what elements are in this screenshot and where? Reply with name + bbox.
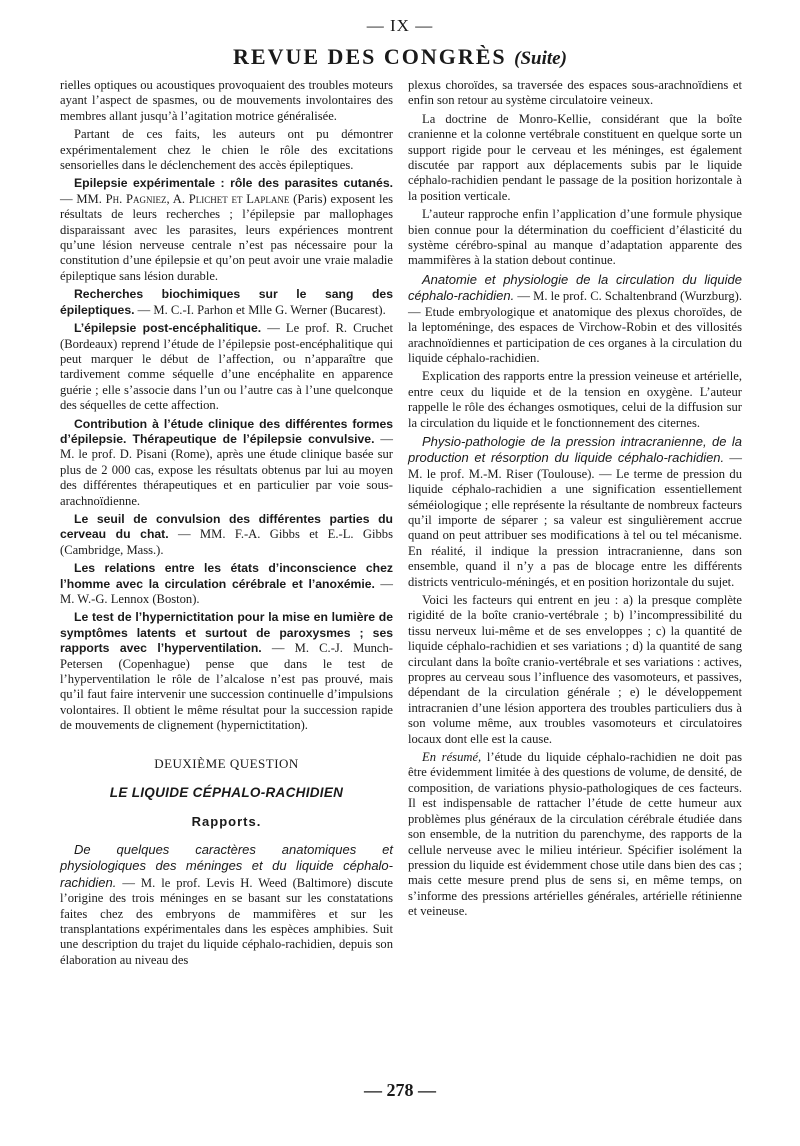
article-heading: Les relations entre les états d’inconscience chez l’homme avec la circulation cérébrale et l’anoxémie. [60, 561, 393, 591]
article-heading: Le seuil de convulsion des différentes parties du cerveau du chat. [60, 511, 393, 542]
article-body: (Paris) exposent les résultats de leurs recherches ; l’épilepsie par mallophages disparaissant avec les parasites, leurs expériences montrent qu’une lésion nerveuse centrale n’est pas nécessaire pour la constitution d’une épilepsie et qu’on peut avoir une vraie maladie épileptique sans lésion durable. [60, 191, 393, 283]
article-entry [60, 512, 393, 558]
paragraph: Partant de ces faits, les auteurs ont pu démontrer expérimentalement chez le chien le rôle des excitations sensorielles dans le déclenchement des accès épileptiques. [60, 127, 393, 173]
paragraph-body: l’étude du liquide céphalo-rachidien ne doit pas être évidemment limitée à des questions de volume, de densité, de composition, de variations physio-pathologiques de ces facteurs. Il est indispensable de rattacher l’étude de cette humeur aux problèmes plus généraux de la circulation cérébrale étudiée dans son ensemble, de la nutrition du parenchyme, des rapports de la cellule nerveuse avec le milieu intérieur. Spécifier isolément la pression du liquide est évidemment chose utile dans bien des cas ; mais cette mesure prend plus de sens si, en même temps, on s’informe des pressions artérielles générales, artérielle rétinienne et veineuse. [408, 750, 742, 919]
article-heading: De quelques caractères anatomiques et physiologiques des méninges et du liquide céphalo-rachidien. [60, 841, 393, 890]
article-entry [408, 272, 742, 366]
article-body: — M. C.-I. Parhon et Mlle G. Werner (Bucarest). [137, 302, 386, 317]
page-title [0, 44, 800, 70]
article-body: — M. C.-J. Munch-Petersen (Copenhague) pense que dans le test de l’hyperventilation le rôle de l’alcalose n’est pas prouvé, mais qu’il faut faire intervenir une succession continuelle d’impulsions volontaires. Il obtient le même résultat pour la succession rapide de mouvements de clignement (hypernictitation). [60, 641, 393, 733]
article-body: — Le prof. R. Cruchet (Bordeaux) reprend l’étude de l’épilepsie post-encéphalitique qui peut marquer le début de l’affection, ou n’apparaître que tardivement comme séquelle d’une encéphalite en apparence guérie ; elle s’associe dans l’un ou l’autre cas à l’une quelconque des séquelles de cette affection. [60, 321, 393, 413]
article-heading: Epilepsie expérimentale : rôle des parasites cutanés. [74, 176, 393, 191]
title-suite: (Suite) [514, 48, 567, 69]
article-heading: Recherches biochimiques sur le sang des épileptiques. [60, 287, 393, 317]
roman-page-number: — IX — [366, 16, 434, 35]
lead-phrase: En résumé, [422, 750, 482, 765]
title-main: REVUE DES CONGRÈS [233, 44, 507, 69]
article-body: — M. W.-G. Lennox (Boston). [60, 576, 393, 606]
article-body: — M. le prof. D. Pisani (Rome), après une étude clinique basée sur plus de 2 000 cas, expose les résultats obtenus par lui au moyen des différentes thérapeutiques et en particulier par voie sous-arachnoïdienne. [60, 431, 393, 508]
paragraph: La doctrine de Monro-Kellie, considérant que la boîte cranienne et la colonne vertébrale constituent en quelque sorte un support rigide pour le cerveau et les méninges, est également discutée par rapport aux déplacements subis par le liquide céphalo-rachidien pendant le passage de la position horizontale à la position verticale. [408, 111, 742, 203]
article-entry [60, 321, 393, 413]
article-heading: Anatomie et physiologie de la circulation du liquide céphalo-rachidien. [408, 271, 742, 304]
question-heading: DEUXIÈME QUESTION [154, 755, 299, 771]
paragraph: Voici les facteurs qui entrent en jeu : a) la presque complète rigidité de la boîte cranio-vertébrale ; b) l’incompressibilité du tissu nerveux lui-même et de ses enveloppes ; c) la quantité de liquide céphalo-rachidien et ses variations ; d) la quantité de sang circulant dans la boîte cranio-vertébrale et ses variations : actives, propres au cerveau sous l’influence des vasomoteurs, et passives, dépendant de la circulation générale ; e) le développement intracranien d’une lésion apportera des troubles particuliers dus à son volume même, aux troubles vasomoteurs et circulatoires locaux dont elle est la cause. [408, 593, 742, 746]
article-body: — M. le prof. M.-M. Riser (Toulouse). — Le terme de pression du liquide céphalo-rachidien a une signification essentiellement séméiologique ; elle représente la résultante de nombreux facteurs qu’il importe de séparer ; sa valeur est singulièrement accrue quand on peut attribuer ses modifications à tel ou tel mécanisme. En réalité, il indique la pression intracranienne, dans son ensemble, quand il n’y a pas de blocage entre les différents districts ventriculo-méningés, et en position horizontale du sujet. [408, 451, 742, 589]
right-column [408, 78, 742, 923]
paragraph [408, 750, 742, 919]
article-entry [60, 842, 393, 968]
left-column [60, 78, 393, 971]
article-authors: — MM. Ph. Pagniez, A. Plichet et Laplane [60, 191, 290, 206]
article-entry [60, 287, 393, 318]
article-body: — M. le prof. C. Schaltenbrand (Wurzburg). — Etude embryologique et anatomique des plexus choroïdes, de la leptoméninge, des espaces de Virchow-Robin et des villosités arachnoïdiennes et participation de ces organes à la circulation du liquide céphalo-rachidien. [408, 289, 742, 365]
paragraph: plexus choroïdes, sa traversée des espaces sous-arachnoïdiens et enfin son retour au système circulatoire veineux. [408, 78, 742, 108]
article-heading: Contribution à l’étude clinique des différentes formes d’épilepsie. Thérapeutique de l’épilepsie convulsive. [60, 416, 393, 446]
article-heading: L’épilepsie post-encéphalitique. [74, 321, 262, 336]
article-heading: Physio-pathologie de la pression intracranienne, de la production et résorption du liquide céphalo-rachidien. [408, 433, 742, 466]
subject-heading: LE LIQUIDE CÉPHALO-RACHIDIEN [109, 785, 344, 801]
article-entry [408, 434, 742, 590]
page-number: — 278 — [364, 1080, 436, 1100]
paragraph: L’auteur rapproche enfin l’application d’une formule physique bien connue pour la détermination du coefficient d’élasticité du système cérébro-spinal au manque d’adaptation apparente des mammifères à la station debout continue. [408, 207, 742, 268]
article-entry [60, 561, 393, 607]
article-heading: Le test de l’hypernictitation pour la mise en lumière de symptômes latents et surtout de paroxysmes ; ses rapports avec l’hyperventilation. [60, 610, 393, 656]
article-body: — M. le prof. Levis H. Weed (Baltimore) discute l’origine des trois méninges en se basant sur les constatations faites chez des embryons de mammifères et sur les transplantations expérimentales dans les espèces amphibies. Suit une description du trajet du liquide céphalo-rachidien, depuis son élaboration au niveau des [60, 875, 393, 967]
paragraph: Explication des rapports entre la pression veineuse et artérielle, entre ceux du liquide et de la tension en oxygène. L’auteur rappelle le rôle des échanges osmotiques, celui de la diffusion sur la circulation du liquide et le fonctionnement des citernes. [408, 369, 742, 430]
article-entry [60, 417, 393, 509]
paragraph: rielles optiques ou acoustiques provoquaient des troubles moteurs ayant l’aspect de spasmes, ou de mouvements involontaires des membres allant jusqu’à l’agitation motrice généralisée. [60, 78, 393, 123]
article-body: — MM. F.-A. Gibbs et E.-L. Gibbs (Cambridge, Mass.). [60, 527, 393, 557]
section-heading: Rapports. [191, 814, 262, 830]
article-entry [60, 610, 393, 733]
article-entry [60, 176, 393, 284]
